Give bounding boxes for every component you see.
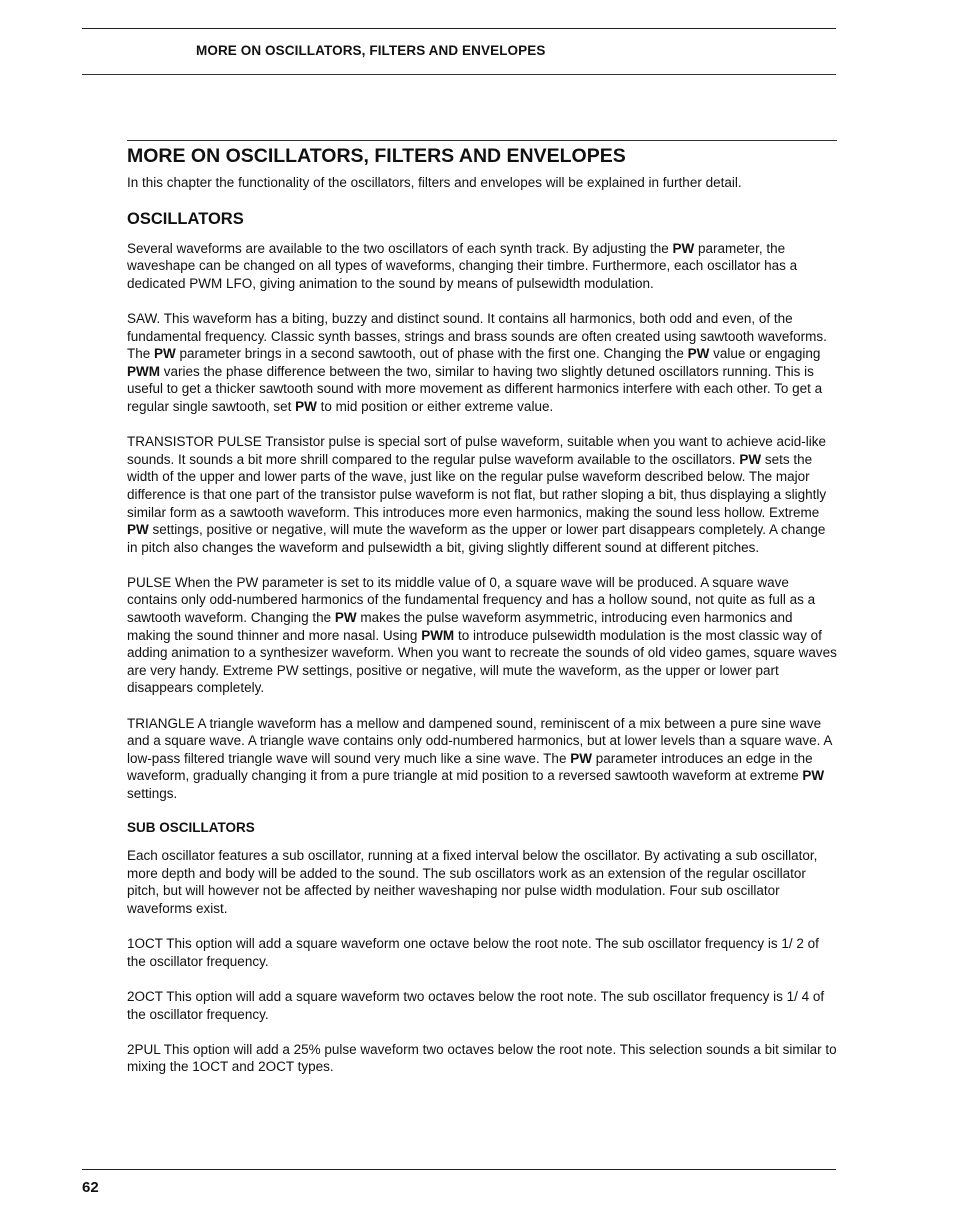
paragraph <box>127 847 837 917</box>
text-run: sets the width of the upper and lower parts of the wave, just like on the regular pulse waveform described below. The major difference is that one part of the transistor pulse waveform is not flat, but rather sloping a bit, thus displaying a slightly similar form as a sawtooth waveform. This introduces more even harmonics, making the sound less hollow. Extreme <box>127 451 827 520</box>
paragraph-pulse <box>127 574 837 697</box>
text-run: settings, positive or negative, will mute the waveform as the upper or lower part disappears completely. A change in pitch also changes the waveform and pulsewidth a bit, giving slightly different sound at different pitches. <box>127 522 826 555</box>
header-top-rule <box>82 28 836 29</box>
text-run: to introduce pulsewidth modulation is the most classic way of adding animation to a synthesizer waveform. When you want to recreate the sounds of old video games, square waves are very handy. Extreme PW settings, positive or negative, will mute the waveform, as the upper or lower part disappears completely. <box>127 627 837 696</box>
bold-parameter: PW <box>672 240 695 256</box>
paragraph-1oct <box>127 935 837 970</box>
chapter-title: MORE ON OSCILLATORS, FILTERS AND ENVELOPES <box>127 145 626 167</box>
subsection-heading-sub-oscillators: SUB OSCILLATORS <box>127 820 255 836</box>
text-run: TRANSISTOR PULSE Transistor pulse is special sort of pulse waveform, suitable when you want to achieve acid-like sounds. It sounds a bit more shrill compared to the regular pulse waveform available to the oscillators. <box>127 434 827 467</box>
text-run: Several waveforms are available to the two oscillators of each synth track. By adjusting the <box>127 240 673 256</box>
bold-parameter: PWM <box>127 363 160 379</box>
text-run: parameter, the waveshape can be changed on all types of waveforms, changing their timbre. Furthermore, each oscillator has a dedicated PWM LFO, giving animation to the sound by means of pulsewidth modulation. <box>127 240 798 291</box>
bold-parameter: PW <box>295 398 317 414</box>
text-run: value or engaging <box>709 346 821 362</box>
paragraph-triangle <box>127 715 837 803</box>
bold-parameter: PW <box>802 768 825 784</box>
page-content <box>127 140 837 1094</box>
bold-parameter: PW <box>739 451 762 467</box>
chapter-intro: In this chapter the functionality of the oscillators, filters and envelopes will be explained in further detail. <box>127 175 742 190</box>
text-run: SAW. This waveform has a biting, buzzy and distinct sound. It contains all harmonics, both odd and even, of the fundamental frequency. Classic synth basses, strings and brass sounds are often created using sawtooth waveforms. The <box>127 310 827 362</box>
paragraph-saw <box>127 310 837 416</box>
text-run: parameter brings in a second sawtooth, out of phase with the first one. Changing the <box>175 346 688 362</box>
text-run: parameter introduces an edge in the waveform, gradually changing it from a pure triangle at mid position to a reversed sawtooth waveform at extreme <box>127 750 813 784</box>
header-bottom-rule <box>82 74 836 75</box>
bold-parameter: PW <box>127 522 149 538</box>
text-run: 2PUL This option will add a 25% pulse waveform two octaves below the root note. This selection sounds a bit similar to mixing the 1OCT and 2OCT types. <box>127 1041 837 1075</box>
text-run: settings. <box>127 786 178 801</box>
page-number: 62 <box>82 1179 99 1196</box>
bold-parameter: PW <box>334 610 357 626</box>
paragraph-2pul <box>127 1041 837 1076</box>
text-run: Each oscillator features a sub oscillator, running at a fixed interval below the oscillator. By activating a sub oscillator, more depth and body will be added to the sound. The sub oscillators work as an extension of the regular oscillator pitch, but will however not be affected by neither waveshaping nor pulse width modulation. Four sub oscillator waveforms exist. <box>127 848 818 916</box>
bold-parameter: PW <box>687 346 710 362</box>
section-heading-oscillators: OSCILLATORS <box>127 209 244 228</box>
paragraph <box>127 240 837 293</box>
bold-parameter: PW <box>570 750 592 766</box>
paragraph-transistor-pulse <box>127 433 837 556</box>
footer-rule <box>82 1169 836 1170</box>
text-run: varies the phase difference between the two, similar to having two slightly detuned oscillators running. This is useful to get a thicker sawtooth sound with more movement as different harmonics interfere with each other. To get a regular single sawtooth, set <box>127 363 823 414</box>
bold-parameter: PWM <box>421 627 455 643</box>
paragraph-2oct <box>127 988 837 1023</box>
running-header: MORE ON OSCILLATORS, FILTERS AND ENVELOPES <box>196 43 546 58</box>
text-run: PULSE When the PW parameter is set to its middle value of 0, a square wave will be produced. A square wave contains only odd-numbered harmonics of the fundamental frequency and has a hollow sound, not quite as full as a sawtooth waveform. Changing the <box>127 574 816 626</box>
text-run: 1OCT This option will add a square waveform one octave below the root note. The sub oscillator frequency is 1/ 2 of the oscillator frequency. <box>127 936 819 969</box>
text-run: to mid position or either extreme value. <box>316 398 554 414</box>
text-run: 2OCT This option will add a square waveform two octaves below the root note. The sub oscillator frequency is 1/ 4 of the oscillator frequency. <box>127 988 825 1022</box>
bold-parameter: PW <box>154 346 176 362</box>
text-run: TRIANGLE A triangle waveform has a mellow and dampened sound, reminiscent of a mix between a pure sine wave and a square wave. A triangle wave contains only odd-numbered harmonics, but at lower levels than a square wave. A low-pass filtered triangle wave will sound very much like a sine wave. The <box>127 715 832 766</box>
text-run: makes the pulse waveform asymmetric, introducing even harmonics and making the sound thinner and more nasal. Using <box>127 610 793 643</box>
chapter-rule <box>127 140 837 141</box>
